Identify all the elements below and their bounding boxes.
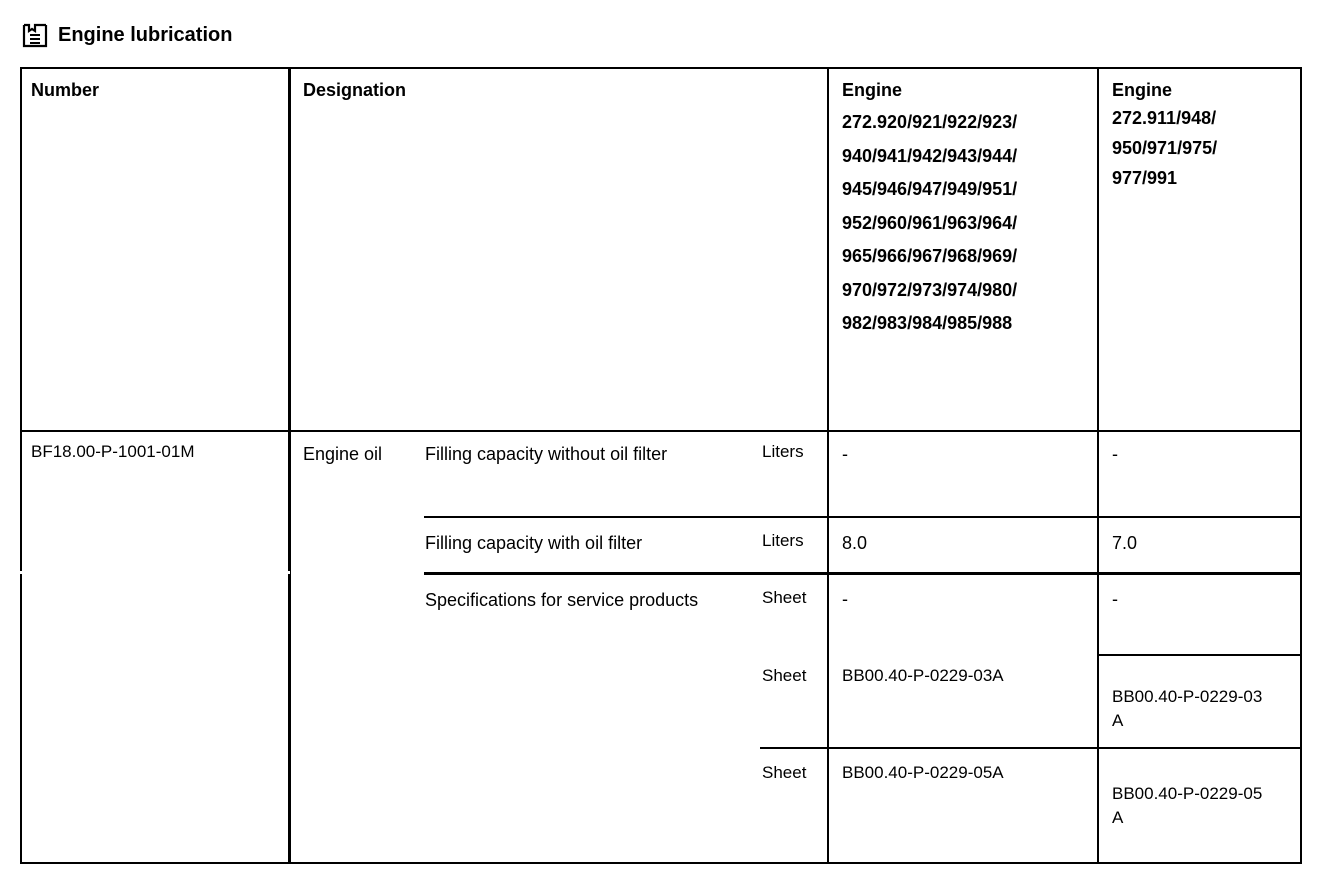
engine-code: 977/991 xyxy=(1112,168,1178,188)
engine-code: 982/983/984/985/988 xyxy=(842,313,1013,333)
engine-code: 952/960/961/963/964/ xyxy=(842,212,1018,233)
value-line: A xyxy=(1112,711,1124,730)
item-label: Specifications for service products xyxy=(425,590,699,610)
value-line: A xyxy=(1112,808,1124,827)
item-value-engine-2: - xyxy=(1112,589,1118,609)
item-unit: Liters xyxy=(762,442,804,461)
item-value-engine-2: 7.0 xyxy=(1112,533,1138,553)
section-title: Engine lubrication xyxy=(58,23,233,46)
item-value-engine-1: - xyxy=(842,589,848,609)
item-unit: Sheet xyxy=(762,763,807,782)
header-engine-2-codes xyxy=(1112,103,1217,193)
header-engine-1-codes xyxy=(842,106,1017,341)
engine-code: 970/972/973/974/980/ xyxy=(842,279,1018,300)
header-engine-1-label: Engine xyxy=(842,80,903,100)
item-unit: Sheet xyxy=(762,666,807,685)
engine-code: 272.920/921/922/923/ xyxy=(842,112,1018,132)
item-value-engine-2 xyxy=(1112,685,1262,733)
item-value-engine-1: 8.0 xyxy=(842,533,868,553)
engine-code: 950/971/975/ xyxy=(1112,138,1218,158)
engine-code: 940/941/942/943/944/ xyxy=(842,145,1018,166)
header-engine-2-label: Engine xyxy=(1112,80,1173,100)
item-unit: Sheet xyxy=(762,588,807,607)
engine-code: 272.911/948/ xyxy=(1112,108,1217,128)
value-line: BB00.40-P-0229-05 xyxy=(1112,784,1263,803)
item-label: Filling capacity with oil filter xyxy=(425,533,643,553)
item-value-engine-2: - xyxy=(1112,444,1118,464)
engine-code: 965/966/967/968/969/ xyxy=(842,246,1018,266)
value-line: BB00.40-P-0229-03 xyxy=(1112,687,1263,706)
item-value-engine-1: BB00.40-P-0229-05A xyxy=(842,763,1004,782)
engine-code: 945/946/947/949/951/ xyxy=(842,179,1018,199)
item-value-engine-1: - xyxy=(842,444,848,464)
row-designation: Engine oil xyxy=(303,444,383,464)
item-label: Filling capacity without oil filter xyxy=(425,444,668,464)
item-value-engine-1: BB00.40-P-0229-03A xyxy=(842,666,1004,685)
header-designation: Designation xyxy=(303,80,407,100)
row-number: BF18.00-P-1001-01M xyxy=(31,442,195,461)
item-unit: Liters xyxy=(762,531,804,550)
item-value-engine-2 xyxy=(1112,782,1262,830)
header-number: Number xyxy=(31,80,100,100)
